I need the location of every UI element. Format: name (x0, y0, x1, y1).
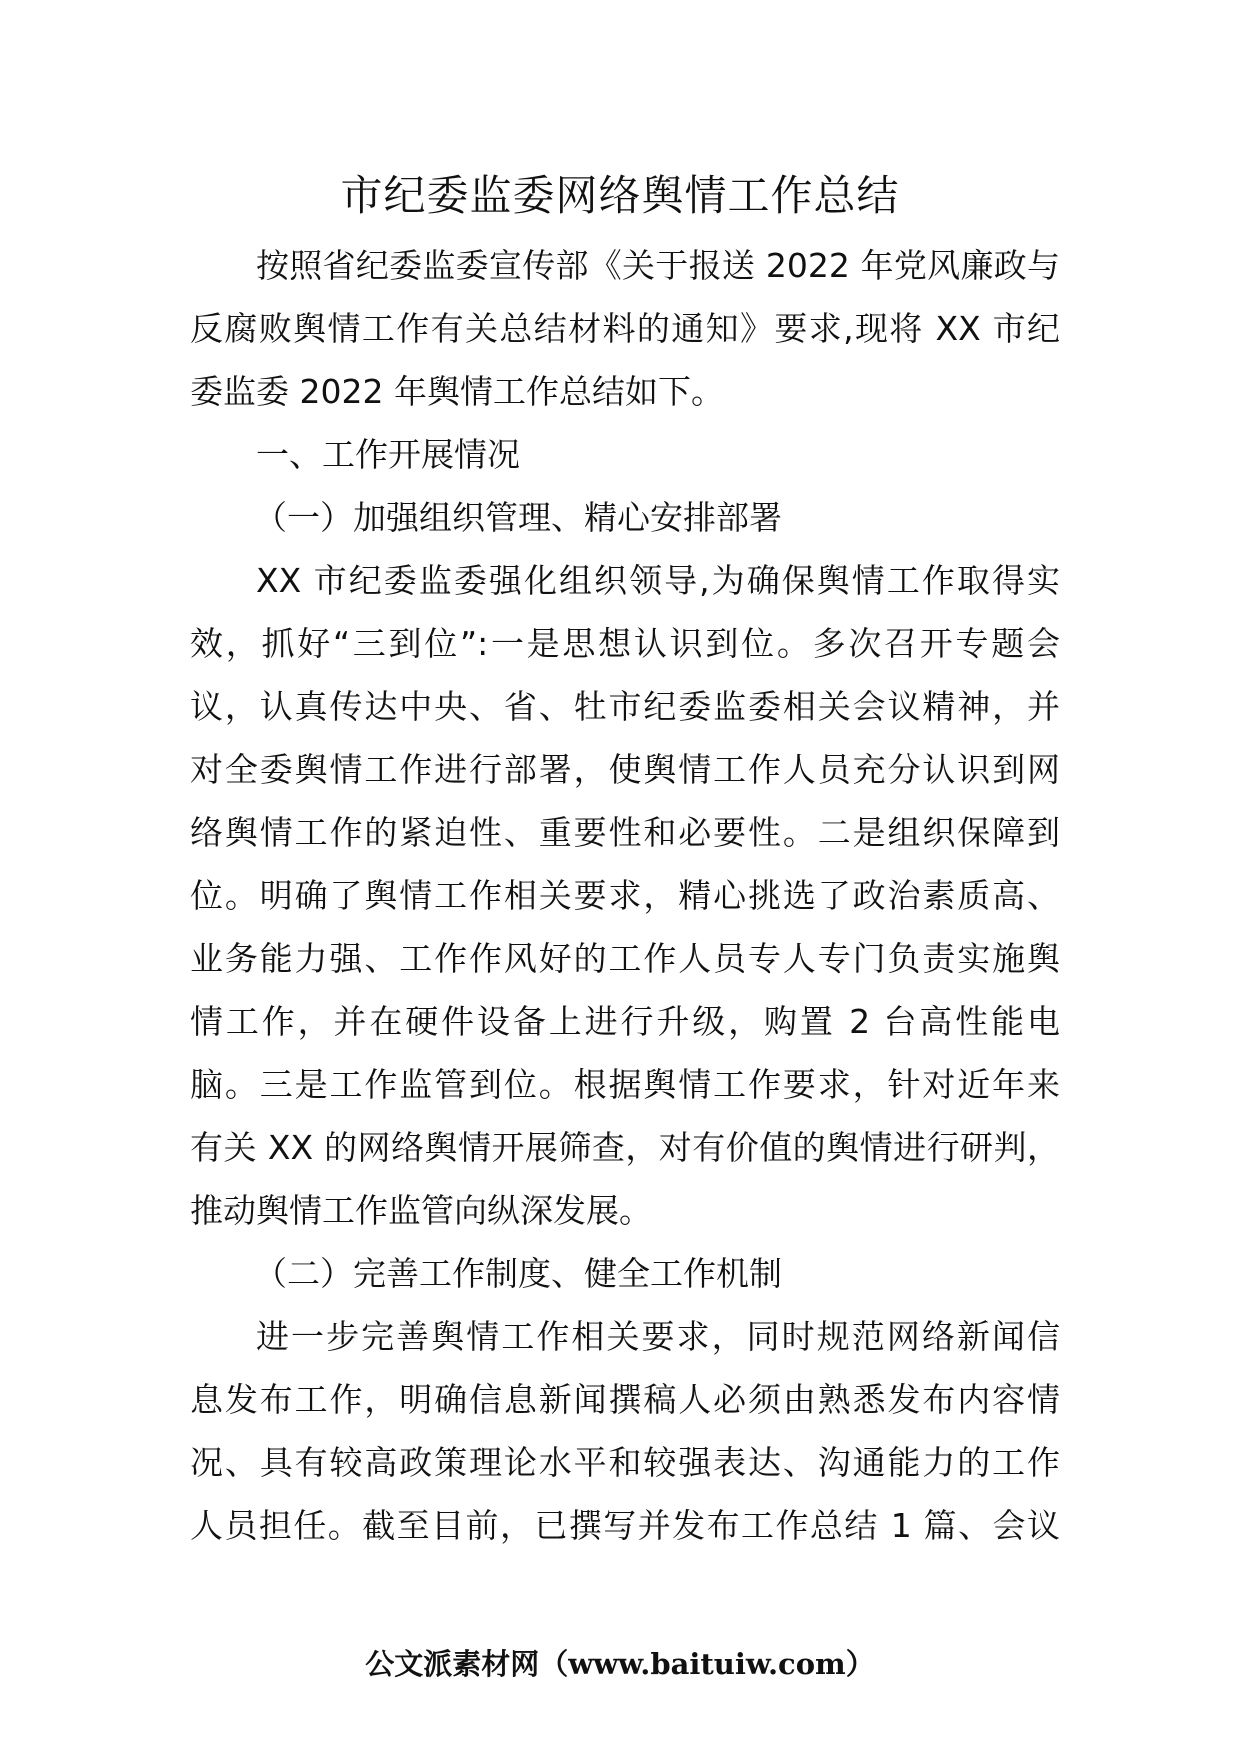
body-line: 进一步完善舆情工作相关要求，同时规范网络新闻信 (256, 1317, 1060, 1356)
subsection-heading: （一）加强组织管理、精心安排部署 (254, 498, 782, 537)
footer-watermark: 公文派素材网（www.baituiw.com） (365, 1647, 875, 1681)
document-title: 市纪委监委网络舆情工作总结 (340, 171, 900, 220)
body-line: 人员担任。截至目前，已撰写并发布工作总结 1 篇、会议 (190, 1506, 1060, 1545)
subsection-heading: （二）完善工作制度、健全工作机制 (254, 1254, 782, 1293)
body-line: XX 市纪委监委强化组织领导,为确保舆情工作取得实 (256, 561, 1060, 600)
body-line: 对全委舆情工作进行部署，使舆情工作人员充分认识到网 (190, 750, 1060, 789)
section-heading: 一、工作开展情况 (256, 435, 520, 474)
body-line: 业务能力强、工作作风好的工作人员专人专门负责实施舆 (190, 939, 1060, 978)
body-line: 议，认真传达中央、省、牡市纪委监委相关会议精神，并 (190, 687, 1060, 726)
body-line: 反腐败舆情工作有关总结材料的通知》要求,现将 XX 市纪 (190, 309, 1060, 348)
body-line: 效，抓好“三到位”:一是思想认识到位。多次召开专题会 (190, 624, 1060, 663)
body-line: 情工作，并在硬件设备上进行升级，购置 2 台高性能电 (190, 1002, 1060, 1041)
body-line: 位。明确了舆情工作相关要求，精心挑选了政治素质高、 (190, 876, 1060, 915)
body-line: 有关 XX 的网络舆情开展筛查，对有价值的舆情进行研判， (190, 1128, 1060, 1167)
body-line: 息发布工作，明确信息新闻撰稿人必须由熟悉发布内容情 (190, 1380, 1060, 1419)
body-line: 委监委 2022 年舆情工作总结如下。 (190, 372, 724, 411)
body-line: 络舆情工作的紧迫性、重要性和必要性。二是组织保障到 (190, 813, 1060, 852)
body-line: 况、具有较高政策理论水平和较强表达、沟通能力的工作 (190, 1443, 1060, 1482)
body-line: 推动舆情工作监管向纵深发展。 (190, 1191, 652, 1230)
body-line: 按照省纪委监委宣传部《关于报送 2022 年党风廉政与 (256, 246, 1060, 285)
body-line: 脑。三是工作监管到位。根据舆情工作要求，针对近年来 (190, 1065, 1060, 1104)
